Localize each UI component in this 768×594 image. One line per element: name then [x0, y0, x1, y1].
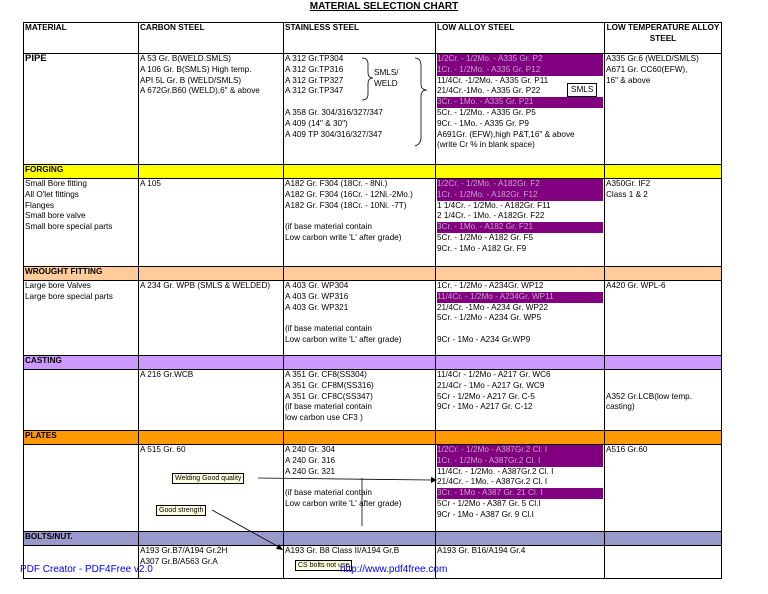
- cell-line: 9Cr - 1Mo - A234 Gr.WP9: [437, 334, 531, 344]
- arrow-line-strength: [212, 510, 279, 547]
- cell-line: (if base material contain: [285, 222, 372, 232]
- cell-line: 1Cr. - 1/2Mo - A234Gr. WP12: [437, 281, 544, 290]
- cell-line: 11/4Cr. - 1/2Mo. - A387Gr.2 Cl. I: [437, 466, 554, 476]
- cell-line: Small bore valve: [25, 211, 86, 221]
- stainless-brace-icon: [362, 58, 373, 100]
- cell-line: A 312 Gr.TP316: [285, 64, 344, 74]
- cell-line: (if base material contain: [285, 402, 372, 412]
- cell-line: (if base material contain: [285, 324, 372, 334]
- cell-line: API 5L Gr. B (WELD/SMLS): [140, 75, 242, 85]
- cell-line: 1 1/4Cr. - 1/2Mo. - A182Gr. F11: [437, 200, 551, 210]
- header-low-alloy-steel: LOW ALLOY STEEL: [436, 23, 605, 54]
- section-name-wrought: WROUGHT FITTING: [24, 267, 139, 281]
- cell-line: Small Bore fitting: [25, 179, 87, 188]
- cell-line: 1Cr. - 1/2Mo. - A182Gr. F12: [437, 190, 603, 201]
- cell-line: A 105: [140, 179, 161, 188]
- cell-line: 3Cr. - 1Mo. - A335 Gr. P21: [437, 97, 603, 108]
- arrow-line-welding: [258, 478, 431, 480]
- cell-line: A 358 Gr. 304/316/327/347: [285, 107, 383, 117]
- cell-line: A 409 TP 304/316/327/347: [285, 129, 383, 139]
- cell-line: A182 Gr. F304 (18Cr. - 10Ni. -7T): [285, 200, 407, 210]
- cell-line: casting): [606, 402, 635, 412]
- cell-line: Large bore Valves: [25, 281, 91, 290]
- footer-creator: PDF Creator - PDF4Free v2.0: [20, 564, 153, 575]
- footer-url-link[interactable]: http://www.pdf4free.com: [340, 564, 448, 575]
- cell-line: A193 Gr. B16/A194 Gr.4: [437, 546, 526, 555]
- cell-line: A 403 Gr. WP304: [285, 281, 349, 290]
- cell-line: A182 Gr. F304 (18Cr. - 8Ni.): [285, 179, 388, 188]
- cell-line: 5Cr. - 1/2Mo - A182 Gr. F5: [437, 232, 534, 242]
- cell-line: All O'let fittings: [25, 189, 79, 199]
- cell-line: A691Gr. (EFW),high P&T,16" & above: [437, 129, 575, 139]
- cell-line: Large bore special parts: [25, 291, 113, 301]
- section-name-casting: CASTING: [24, 356, 139, 370]
- section-name-forging: FORGING: [24, 165, 139, 179]
- cell-line: Flanges: [25, 200, 55, 210]
- cell-line: A 515 Gr. 60: [140, 445, 186, 454]
- section-name-pipe: PIPE: [25, 53, 47, 64]
- cell-line: 1/2Cr. - 1/2Mo. - A335 Gr. P2: [437, 54, 603, 65]
- cell-line: A182 Gr. F304 (16Cr. - 12Ni.-2Mo.): [285, 189, 413, 199]
- note-welding-good-quality: Welding Good quality: [172, 473, 244, 484]
- cell-line: 9Cr. - 1Mo - A182 Gr. F9: [437, 243, 527, 253]
- cell-line: (if base material contain: [285, 488, 372, 498]
- cell-line: A352 Gr.LCB(low temp.: [606, 391, 693, 401]
- cell-line: A 312 Gr.TP327: [285, 75, 344, 85]
- cell-line: A671 Gr. CC60(EFW),: [606, 64, 688, 74]
- cell-line: 11/4Cr. - 1/2Mo - A234Gr. WP11: [437, 292, 603, 303]
- header-stainless-steel: STAINLESS STEEL: [284, 23, 436, 54]
- cell-line: Low carbon write 'L' after grade): [285, 334, 402, 344]
- cell-line: 1/2Cr. - 1/2Mo. - A182Gr. F2: [437, 179, 603, 190]
- cell-line: A 351 Gr. CF8(SS304): [285, 370, 367, 379]
- cell-line: (write Cr % in blank space): [437, 140, 535, 150]
- arrow-head-welding: [431, 477, 437, 483]
- cell-line: A 672Gr.B60 (WELD),6" & above: [140, 86, 260, 96]
- cell-line: Low carbon write 'L' after grade): [285, 232, 402, 242]
- cell-line: 21/4Cr.-1Mo. - A335 Gr. P22: [437, 86, 541, 96]
- chart-title: MATERIAL SELECTION CHART: [309, 1, 459, 12]
- cell-line: A 106 Gr. B(SMLS) High temp.: [140, 64, 252, 74]
- cell-line: 9Cr - 1Mo - A387 Gr. 9 Cl.I: [437, 509, 534, 519]
- cell-line: 16" & above: [606, 75, 651, 85]
- cell-line: 3Cr. - 1Mo. - A182 Gr. F21: [437, 222, 603, 233]
- cell-line: Low carbon write 'L' after grade): [285, 498, 402, 508]
- cell-line: A516 Gr.60: [606, 445, 648, 454]
- header-low-temperature-alloy-steel: LOW TEMPERATURE ALLOY STEEL: [605, 23, 722, 54]
- cell-line: 5Cr. - 1/2Mo - A234 Gr. WP5: [437, 313, 542, 323]
- cell-line: A193 Gr. B8 Class II/A194 Gr.B: [285, 546, 400, 555]
- cell-line: A 240 Gr. 304: [285, 445, 336, 454]
- cell-line: A 312 Gr.TP304: [285, 54, 344, 63]
- cell-line: A420 Gr. WPL-6: [606, 281, 666, 290]
- arrow-head-strength: [276, 544, 283, 550]
- cell-line: A 216 Gr.WCB: [140, 370, 194, 379]
- cell-line: A 240 Gr. 316: [285, 455, 336, 465]
- cell-line: 2 1/4Cr. - 1Mo. - A182Gr. F22: [437, 211, 545, 221]
- cell-line: 21/4Cr. - 1Mo. - A387Gr.2 Cl. I: [437, 477, 548, 487]
- cell-line: 11/4Cr - 1/2Mo - A217 Gr. WC6: [437, 370, 551, 379]
- cell-line: A193 Gr.B7/A194 Gr.2H: [140, 546, 228, 555]
- cell-line: 21/4Cr. -1Mo - A234 Gr. WP22: [437, 302, 549, 312]
- cell-line: A 351 Gr. CF8M(SS316): [285, 380, 374, 390]
- cell-line: 9Cr. - 1Mo. - A335 Gr. P9: [437, 118, 529, 128]
- smls-weld-text: SMLS/ WELD: [374, 68, 399, 88]
- cell-line: A 240 Gr. 321: [285, 466, 336, 476]
- cell-line: A 312 Gr.TP347: [285, 86, 344, 96]
- cell-line: 9Cr - 1Mo - A217 Gr. C-12: [437, 402, 533, 412]
- section-name-plates: PLATES: [24, 431, 139, 445]
- cell-line: 1Cr. - 1/2Mo. - A335 Gr. P12: [437, 65, 603, 76]
- cell-line: 5Cr. - 1/2Mo. - A335 Gr. P5: [437, 107, 536, 117]
- cell-line: A 234 Gr. WPB (SMLS & WELDED): [140, 281, 271, 290]
- cell-line: A335 Gr.6 (WELD/SMLS): [606, 54, 699, 63]
- cell-line: 21/4Cr - 1Mo - A217 Gr. WC9: [437, 380, 545, 390]
- cell-line: 5Cr - 1/2Mo - A217 Gr. C-5: [437, 391, 535, 401]
- cell-line: A350Gr. IF2: [606, 179, 651, 188]
- header-material: MATERIAL: [24, 23, 139, 54]
- cell-line: 1Cr. - 1/2Mo - A387Gr.2 Cl. I: [437, 456, 603, 467]
- cell-line: A 403 Gr. WP316: [285, 291, 349, 301]
- cell-line: 11/4Cr. -1/2Mo. - A335 Gr. P11: [437, 75, 549, 85]
- cell-line: A 409 (14" & 30"): [285, 118, 348, 128]
- cell-line: A 403 Gr. WP321: [285, 302, 349, 312]
- cell-line: A 53 Gr. B(WELD.SMLS): [140, 54, 231, 63]
- low-alloy-brace-icon: [415, 58, 427, 146]
- cell-line: 3Cr. - 1Mo - A387 Gr. 21 Cl. I: [437, 488, 603, 499]
- cell-line: 5Cr - 1/2Mo - A387 Gr. 5 Cl.I: [437, 498, 541, 508]
- cell-line: A 351 Gr. CF8C(SS347): [285, 391, 373, 401]
- cell-line: Class 1 & 2: [606, 189, 648, 199]
- section-name-bolts: BOLTS/NUT.: [24, 532, 139, 546]
- cell-line: low carbon use CF3 ): [285, 413, 363, 423]
- smls-text: SMLS: [571, 85, 594, 94]
- note-good-strength: Good strength: [156, 505, 206, 516]
- header-carbon-steel: CARBON STEEL: [139, 23, 284, 54]
- cell-line: A307 Gr.B/A563 Gr.A: [140, 556, 218, 566]
- cell-line: Small bore special parts: [25, 222, 113, 232]
- note-cs-bolts-not-use: CS bolts not use: [295, 560, 352, 571]
- cell-line: 1/2Cr. - 1/2Mo - A387Gr.2 Cl. I: [437, 445, 603, 456]
